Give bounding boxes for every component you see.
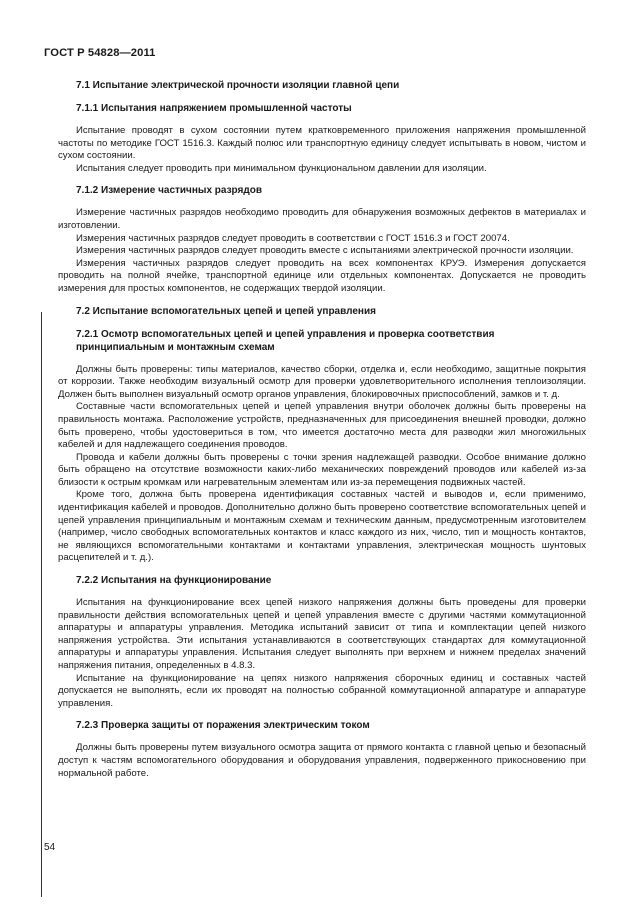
page-number: 54 — [44, 842, 56, 853]
paragraph: Испытание на функционирование на цепях низкого напряжения сборочных единиц и составных частей допускается не выполнять, если их проводят на полностью собранной коммутационной аппаратуре и аппаратуре управления. — [58, 672, 586, 709]
paragraph: Измерения частичных разрядов следует проводить в соответствии с ГОСТ 1516.3 и ГОСТ 20074. — [76, 232, 510, 244]
section-7-2-heading: 7.2 Испытание вспомогательных цепей и цепей управления — [76, 305, 376, 317]
section-7-2-1-heading: 7.2.1 Осмотр вспомогательных цепей и цепей управления и проверка соответствия принципиальным и монтажным схемам — [76, 328, 495, 353]
document-header: ГОСТ Р 54828—2011 — [44, 47, 156, 59]
section-7-1-1-heading: 7.1.1 Испытания напряжением промышленной частоты — [76, 103, 352, 114]
main-content — [58, 79, 586, 780]
section-7-2-3-heading: 7.2.3 Проверка защиты от поражения электрическим током — [76, 720, 370, 732]
section-7-1-heading: 7.1 Испытание электрической прочности изоляции главной цепи — [76, 80, 400, 91]
paragraph: Измерения частичных разрядов следует проводить на всех компонентах КРУЭ. Измерения допускается проводить на полной ячейке, транспортной единице или отдельных компонентах. Допускается не проводить измерения для простых компонентов, не содержащих твердой изоляции. — [58, 257, 586, 294]
paragraph: Должны быть проверены: типы материалов, качество сборки, отделка и, если необходимо, защитные покрытия от коррозии. Также необходим визуальный осмотр для проверки удовлетворительного исполнения теплоизоляции. Должен быть выполнен визуальный осмотр органов управления, блокировочных приспособлений, замков и т. д. — [58, 363, 586, 400]
section-7-2-2-heading: 7.2.2 Испытания на функционирование — [76, 575, 272, 587]
paragraph: Испытание проводят в сухом состоянии путем кратковременного приложения напряжения промышленной частоты по методике ГОСТ 1516.3. Каждый полюс или транспортную единицу следует испытывать в новом, чистом и сухом состоянии. — [58, 125, 586, 162]
section-7-1-2-heading: 7.1.2 Измерение частичных разрядов — [76, 185, 262, 197]
paragraph: Измерения частичных разрядов следует проводить вместе с испытаниями электрической прочности изоляции. — [76, 245, 574, 257]
paragraph: Составные части вспомогательных цепей и цепей управления внутри оболочек должны быть проверены на правильность монтажа. Расположение устройств, предназначенных для присоединения внешней проводки, должно быть проверено, чтобы удостовериться в том, что имеется достаточно места для разводки жил многожильных кабелей и для надлежащего соединения проводов. — [58, 401, 586, 451]
revision-bar — [41, 312, 42, 897]
paragraph: Испытания на функционирование всех цепей низкого напряжения должны быть проведены для проверки правильности действия вспомогательных цепей и цепей управления вместе с другими частями коммутационной аппаратуры и аппаратуры управления. Методика испытаний зависит от типа и комплектации цепей низкого напряжения устройства. Эти испытания устанавливаются в соответствующих стандартах для коммутационной аппаратуры и аппаратуры управления. Испытания следует выполнять при верхнем и нижнем пределах значений напряжения питания, определенных в 4.8.3. — [58, 597, 586, 671]
paragraph: Измерение частичных разрядов необходимо проводить для обнаружения возможных дефектов в материалах и изготовлении. — [58, 207, 586, 231]
paragraph: Провода и кабели должны быть проверены с точки зрения надлежащей разводки. Особое внимание должно быть обращено на отсутствие возможности каких-либо механических повреждений проводов или кабелей из-за близости к острым кромкам или нагревательным элементам или из-за перемещения подвижных частей. — [58, 451, 586, 488]
paragraph: Кроме того, должна быть проверена идентификация составных частей и выводов и, если применимо, идентификация кабелей и проводов. Дополнительно должно быть проверено соответствие вспомогательных цепей и цепей управления принципиальным и монтажным схемам и техническим данным, предусмотренным изготовителем (например, число свободных вспомогательных контактов и класс каждого из них, число, тип и мощность контактов, не являющихся вспомогательными контактами и контактами управления, электрическая мощность шунтовых расцепителей и т. д.). — [58, 489, 586, 564]
paragraph: Должны быть проверены путем визуального осмотра защита от прямого контакта с главной цепью и безопасный доступ к частям вспомогательного оборудования и оборудования управления, подверженного прикосновению при нормальной работе. — [58, 742, 586, 779]
paragraph: Испытания следует проводить при минимальном функциональном давлении для изоляции. — [76, 162, 487, 174]
